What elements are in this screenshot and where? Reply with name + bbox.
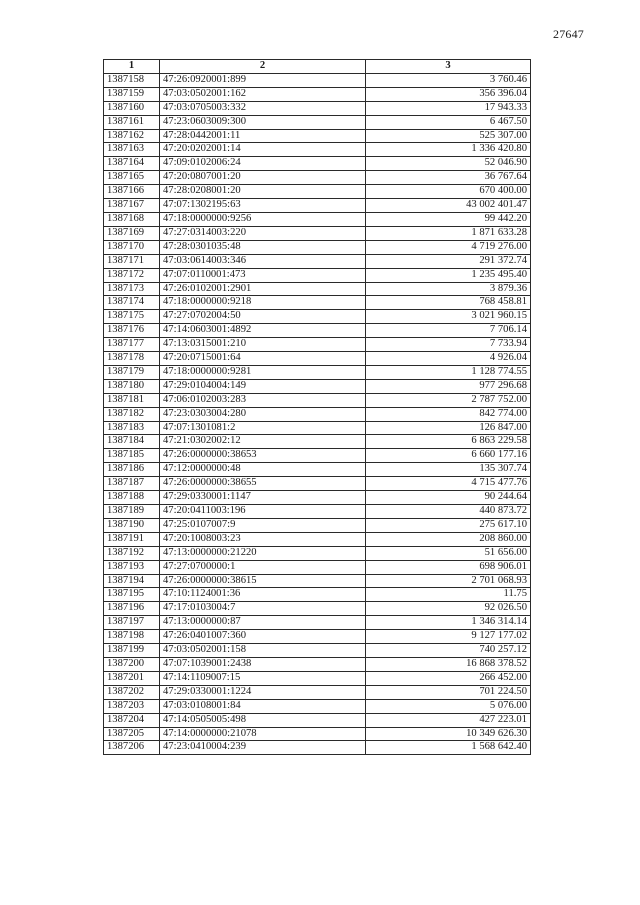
amount-cell: 92 026.50 <box>366 602 531 616</box>
column-header-2: 2 <box>160 60 366 74</box>
amount-cell: 3 760.46 <box>366 73 531 87</box>
table-row <box>104 741 531 755</box>
row-number-cell: 1387198 <box>104 630 160 644</box>
table-row <box>104 685 531 699</box>
table-row <box>104 699 531 713</box>
cadastral-number-cell: 47:20:0411003:196 <box>160 505 366 519</box>
row-number-cell: 1387159 <box>104 87 160 101</box>
cadastral-number-cell: 47:03:0108001:84 <box>160 699 366 713</box>
cadastral-number-cell: 47:28:0301035:48 <box>160 240 366 254</box>
amount-cell: 266 452.00 <box>366 671 531 685</box>
cadastral-number-cell: 47:07:1302195:63 <box>160 199 366 213</box>
cadastral-number-cell: 47:13:0000000:21220 <box>160 546 366 560</box>
amount-cell: 1 568 642.40 <box>366 741 531 755</box>
row-number-cell: 1387164 <box>104 157 160 171</box>
table-row <box>104 644 531 658</box>
table-row <box>104 73 531 87</box>
cadastral-number-cell: 47:29:0104004:149 <box>160 379 366 393</box>
cadastral-number-cell: 47:07:1039001:2438 <box>160 657 366 671</box>
cadastral-number-cell: 47:13:0315001:210 <box>160 338 366 352</box>
amount-cell: 126 847.00 <box>366 421 531 435</box>
table-row <box>104 546 531 560</box>
table-row <box>104 630 531 644</box>
table-row <box>104 449 531 463</box>
amount-cell: 4 715 477.76 <box>366 477 531 491</box>
table-row <box>104 101 531 115</box>
table-row <box>104 254 531 268</box>
cadastral-number-cell: 47:26:0000000:38655 <box>160 477 366 491</box>
amount-cell: 1 235 495.40 <box>366 268 531 282</box>
table-row <box>104 393 531 407</box>
amount-cell: 1 871 633.28 <box>366 226 531 240</box>
row-number-cell: 1387196 <box>104 602 160 616</box>
cadastral-number-cell: 47:07:1301081:2 <box>160 421 366 435</box>
cadastral-number-cell: 47:29:0330001:1147 <box>160 491 366 505</box>
cadastral-number-cell: 47:06:0102003:283 <box>160 393 366 407</box>
row-number-cell: 1387170 <box>104 240 160 254</box>
cadastral-number-cell: 47:20:1008003:23 <box>160 532 366 546</box>
row-number-cell: 1387180 <box>104 379 160 393</box>
amount-cell: 10 349 626.30 <box>366 727 531 741</box>
amount-cell: 740 257.12 <box>366 644 531 658</box>
table-row <box>104 171 531 185</box>
row-number-cell: 1387201 <box>104 671 160 685</box>
amount-cell: 4 926.04 <box>366 352 531 366</box>
row-number-cell: 1387181 <box>104 393 160 407</box>
table-row <box>104 129 531 143</box>
cadastral-number-cell: 47:26:0102001:2901 <box>160 282 366 296</box>
table-row <box>104 477 531 491</box>
table-row <box>104 185 531 199</box>
row-number-cell: 1387174 <box>104 296 160 310</box>
cadastral-number-cell: 47:20:0715001:64 <box>160 352 366 366</box>
table-row <box>104 435 531 449</box>
row-number-cell: 1387205 <box>104 727 160 741</box>
row-number-cell: 1387185 <box>104 449 160 463</box>
table-row <box>104 282 531 296</box>
amount-cell: 2 787 752.00 <box>366 393 531 407</box>
row-number-cell: 1387167 <box>104 199 160 213</box>
column-header-3: 3 <box>366 60 531 74</box>
amount-cell: 7 733.94 <box>366 338 531 352</box>
row-number-cell: 1387195 <box>104 588 160 602</box>
cadastral-number-cell: 47:20:0202001:14 <box>160 143 366 157</box>
table-row <box>104 463 531 477</box>
amount-cell: 977 296.68 <box>366 379 531 393</box>
table-row <box>104 505 531 519</box>
row-number-cell: 1387163 <box>104 143 160 157</box>
cadastral-number-cell: 47:23:0603009:300 <box>160 115 366 129</box>
cadastral-number-cell: 47:20:0807001:20 <box>160 171 366 185</box>
table-row <box>104 268 531 282</box>
row-number-cell: 1387162 <box>104 129 160 143</box>
amount-cell: 6 467.50 <box>366 115 531 129</box>
table-row <box>104 296 531 310</box>
column-header-1: 1 <box>104 60 160 74</box>
amount-cell: 1 346 314.14 <box>366 616 531 630</box>
amount-cell: 3 021 960.15 <box>366 310 531 324</box>
amount-cell: 17 943.33 <box>366 101 531 115</box>
table-row <box>104 560 531 574</box>
row-number-cell: 1387186 <box>104 463 160 477</box>
amount-cell: 670 400.00 <box>366 185 531 199</box>
row-number-cell: 1387172 <box>104 268 160 282</box>
cadastral-number-cell: 47:27:0702004:50 <box>160 310 366 324</box>
row-number-cell: 1387175 <box>104 310 160 324</box>
row-number-cell: 1387158 <box>104 73 160 87</box>
cadastral-number-cell: 47:23:0410004:239 <box>160 741 366 755</box>
amount-cell: 4 719 276.00 <box>366 240 531 254</box>
table-body <box>104 73 531 754</box>
row-number-cell: 1387194 <box>104 574 160 588</box>
amount-cell: 11.75 <box>366 588 531 602</box>
amount-cell: 9 127 177.02 <box>366 630 531 644</box>
amount-cell: 7 706.14 <box>366 324 531 338</box>
cadastral-number-cell: 47:12:0000000:48 <box>160 463 366 477</box>
table-row <box>104 379 531 393</box>
row-number-cell: 1387177 <box>104 338 160 352</box>
cadastral-number-cell: 47:09:0102006:24 <box>160 157 366 171</box>
cadastral-number-cell: 47:26:0000000:38615 <box>160 574 366 588</box>
table-row <box>104 365 531 379</box>
row-number-cell: 1387187 <box>104 477 160 491</box>
cadastral-number-cell: 47:18:0000000:9256 <box>160 212 366 226</box>
row-number-cell: 1387176 <box>104 324 160 338</box>
amount-cell: 90 244.64 <box>366 491 531 505</box>
cadastral-number-cell: 47:03:0705003:332 <box>160 101 366 115</box>
row-number-cell: 1387166 <box>104 185 160 199</box>
cadastral-number-cell: 47:18:0000000:9281 <box>160 365 366 379</box>
row-number-cell: 1387193 <box>104 560 160 574</box>
amount-cell: 52 046.90 <box>366 157 531 171</box>
table-row <box>104 616 531 630</box>
table-row <box>104 212 531 226</box>
row-number-cell: 1387204 <box>104 713 160 727</box>
table-row <box>104 199 531 213</box>
amount-cell: 6 660 177.16 <box>366 449 531 463</box>
row-number-cell: 1387178 <box>104 352 160 366</box>
cadastral-number-cell: 47:27:0314003:220 <box>160 226 366 240</box>
amount-cell: 2 701 068.93 <box>366 574 531 588</box>
amount-cell: 208 860.00 <box>366 532 531 546</box>
row-number-cell: 1387188 <box>104 491 160 505</box>
row-number-cell: 1387173 <box>104 282 160 296</box>
amount-cell: 1 336 420.80 <box>366 143 531 157</box>
row-number-cell: 1387161 <box>104 115 160 129</box>
amount-cell: 3 879.36 <box>366 282 531 296</box>
cadastral-number-cell: 47:14:0000000:21078 <box>160 727 366 741</box>
row-number-cell: 1387168 <box>104 212 160 226</box>
cadastral-number-cell: 47:03:0502001:162 <box>160 87 366 101</box>
table-row <box>104 727 531 741</box>
cadastral-number-cell: 47:10:1124001:36 <box>160 588 366 602</box>
data-table <box>103 59 531 755</box>
table-row <box>104 588 531 602</box>
cadastral-number-cell: 47:29:0330001:1224 <box>160 685 366 699</box>
amount-cell: 36 767.64 <box>366 171 531 185</box>
table-row <box>104 713 531 727</box>
amount-cell: 51 656.00 <box>366 546 531 560</box>
cadastral-number-cell: 47:17:0103004:7 <box>160 602 366 616</box>
table-row <box>104 226 531 240</box>
cadastral-number-cell: 47:23:0303004:280 <box>160 407 366 421</box>
table-row <box>104 532 531 546</box>
amount-cell: 525 307.00 <box>366 129 531 143</box>
amount-cell: 43 002 401.47 <box>366 199 531 213</box>
page-number: 27647 <box>553 27 584 41</box>
table-row <box>104 491 531 505</box>
cadastral-number-cell: 47:27:0700000:1 <box>160 560 366 574</box>
table-row <box>104 657 531 671</box>
table-row <box>104 87 531 101</box>
row-number-cell: 1387206 <box>104 741 160 755</box>
cadastral-number-cell: 47:26:0000000:38653 <box>160 449 366 463</box>
cadastral-number-cell: 47:13:0000000:87 <box>160 616 366 630</box>
row-number-cell: 1387202 <box>104 685 160 699</box>
table-row <box>104 421 531 435</box>
amount-cell: 356 396.04 <box>366 87 531 101</box>
row-number-cell: 1387169 <box>104 226 160 240</box>
table-row <box>104 671 531 685</box>
amount-cell: 768 458.81 <box>366 296 531 310</box>
table-row <box>104 338 531 352</box>
row-number-cell: 1387183 <box>104 421 160 435</box>
row-number-cell: 1387199 <box>104 644 160 658</box>
cadastral-number-cell: 47:03:0614003:346 <box>160 254 366 268</box>
row-number-cell: 1387191 <box>104 532 160 546</box>
table-row <box>104 518 531 532</box>
row-number-cell: 1387165 <box>104 171 160 185</box>
cadastral-number-cell: 47:18:0000000:9218 <box>160 296 366 310</box>
cadastral-number-cell: 47:07:0110001:473 <box>160 268 366 282</box>
table-row <box>104 115 531 129</box>
table-row <box>104 352 531 366</box>
cadastral-number-cell: 47:14:1109007:15 <box>160 671 366 685</box>
row-number-cell: 1387179 <box>104 365 160 379</box>
table-row <box>104 157 531 171</box>
amount-cell: 842 774.00 <box>366 407 531 421</box>
row-number-cell: 1387160 <box>104 101 160 115</box>
table-row <box>104 310 531 324</box>
cadastral-number-cell: 47:26:0401007:360 <box>160 630 366 644</box>
amount-cell: 275 617.10 <box>366 518 531 532</box>
amount-cell: 291 372.74 <box>366 254 531 268</box>
amount-cell: 701 224.50 <box>366 685 531 699</box>
amount-cell: 6 863 229.58 <box>366 435 531 449</box>
amount-cell: 135 307.74 <box>366 463 531 477</box>
amount-cell: 1 128 774.55 <box>366 365 531 379</box>
amount-cell: 440 873.72 <box>366 505 531 519</box>
cadastral-number-cell: 47:25:0107007:9 <box>160 518 366 532</box>
amount-cell: 5 076.00 <box>366 699 531 713</box>
header-row <box>104 60 531 74</box>
cadastral-number-cell: 47:03:0502001:158 <box>160 644 366 658</box>
table-row <box>104 324 531 338</box>
cadastral-number-cell: 47:28:0208001:20 <box>160 185 366 199</box>
amount-cell: 698 906.01 <box>366 560 531 574</box>
table-row <box>104 574 531 588</box>
row-number-cell: 1387189 <box>104 505 160 519</box>
row-number-cell: 1387203 <box>104 699 160 713</box>
row-number-cell: 1387200 <box>104 657 160 671</box>
cadastral-number-cell: 47:14:0505005:498 <box>160 713 366 727</box>
cadastral-number-cell: 47:14:0603001:4892 <box>160 324 366 338</box>
row-number-cell: 1387171 <box>104 254 160 268</box>
table-row <box>104 240 531 254</box>
row-number-cell: 1387192 <box>104 546 160 560</box>
row-number-cell: 1387197 <box>104 616 160 630</box>
row-number-cell: 1387184 <box>104 435 160 449</box>
amount-cell: 427 223.01 <box>366 713 531 727</box>
table-row <box>104 602 531 616</box>
cadastral-number-cell: 47:28:0442001:11 <box>160 129 366 143</box>
amount-cell: 16 868 378.52 <box>366 657 531 671</box>
row-number-cell: 1387190 <box>104 518 160 532</box>
table-header <box>104 60 531 74</box>
table-row <box>104 407 531 421</box>
cadastral-number-cell: 47:21:0302002:12 <box>160 435 366 449</box>
amount-cell: 99 442.20 <box>366 212 531 226</box>
table-row <box>104 143 531 157</box>
cadastral-number-cell: 47:26:0920001:899 <box>160 73 366 87</box>
row-number-cell: 1387182 <box>104 407 160 421</box>
